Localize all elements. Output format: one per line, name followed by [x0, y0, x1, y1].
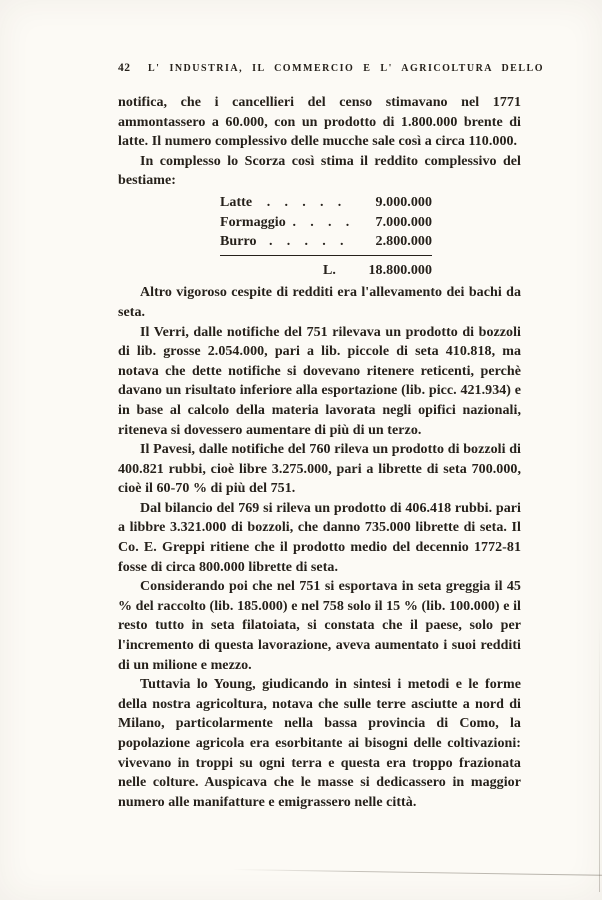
row-label: Burro: [220, 234, 257, 250]
dot-leader: . . . . .: [269, 234, 344, 250]
table-total: [220, 259, 432, 281]
paragraph: Altro vigoroso cespite di redditi era l'allevamento dei bachi da seta.: [118, 285, 521, 320]
paragraph: Il Verri, dalle notifiche del 751 rilevava un prodotto di bozzoli di lib. grosse 2.054.000, pari a lib. piccole di seta 410.818, ma notava che dette notifiche si dovevano ritenere reticenti, perchè davano un risultato inferiore alla esportazione (lib. picc. 421.934) e in base al calcolo della materia lavorata negli opifici nazionali, riteneva si dovessero aumentare di più di un terzo.: [118, 324, 521, 438]
row-label: Latte: [220, 194, 253, 210]
dot-leader: . . . . .: [266, 194, 342, 210]
paragraph: In complesso lo Scorza così stima il reddito complessivo del bestiame:: [118, 153, 521, 189]
table-row: [220, 193, 432, 213]
paragraph: Il Pavesi, dalle notifiche del 760 rileva un prodotto di bozzoli di 400.821 rubbi, cioè libre 3.275.000, pari a librette di seta 700.000, cioè il 60-70 % di più del 751.: [118, 442, 521, 497]
row-value: 9.000.000: [375, 194, 432, 210]
paragraph: Tuttavia lo Young, giudicando in sintesi i metodi e le forme della nostra agricoltura, notava che sulle terre asciutte a nord di Milano, particolarmente nella bassa provincia di Como, la popolazione agricola era esorbitante ai bisogni delle coltivazioni: vivevano in troppi su ogni terra e questa era troppo frazionata nelle colture. Auspicava che le masse si dedicassero in maggior numero alle manifatture e emigrassero nelle città.: [118, 677, 521, 810]
paragraph: Considerando poi che nel 751 si esportava in seta greggia il 45 % del raccolto (lib. 185.000) e nel 758 solo il 15 % (lib. 100.000) e il resto tutto in seta filatoiata, si constata che il paese, solo per l'incremento di questa lavorazione, aveva aumentato i suoi redditi di un milione e mezzo.: [118, 579, 521, 673]
scan-artifact: [232, 869, 602, 876]
total-value: 18.800.000: [368, 262, 432, 278]
paragraph: Dal bilancio del 769 si rileva un prodotto di 406.418 rubbi. pari a libbre 3.321.000 di bozzoli, che danno 735.000 librette di seta. Il Co. E. Greppi ritiene che il prodotto medio del decennio 1772-81 fosse di circa 800.000 librette di seta.: [118, 500, 521, 575]
dot-leader: . . . .: [292, 214, 350, 230]
income-table: [220, 193, 432, 280]
scan-artifact: [599, 620, 600, 892]
total-currency: L.: [323, 262, 336, 278]
row-label: Formaggio: [220, 214, 286, 230]
row-value: 2.800.000: [375, 234, 432, 250]
running-title: L' INDUSTRIA, IL COMMERCIO E L' AGRICOLTURA DELLO: [148, 63, 544, 74]
page-number: 42: [118, 62, 131, 74]
table-rule: [220, 255, 432, 256]
page-header: [118, 61, 544, 77]
paragraph: notifica, che i cancellieri del censo stimavano nel 1771 ammontassero a 60.000, con un prodotto di 1.800.000 brente di latte. Il numero complessivo delle mucche sale così a circa 110.000.: [118, 95, 521, 150]
table-row: [220, 213, 432, 233]
table-row: [220, 232, 432, 252]
page-body: [118, 93, 521, 812]
row-value: 7.000.000: [375, 214, 432, 230]
